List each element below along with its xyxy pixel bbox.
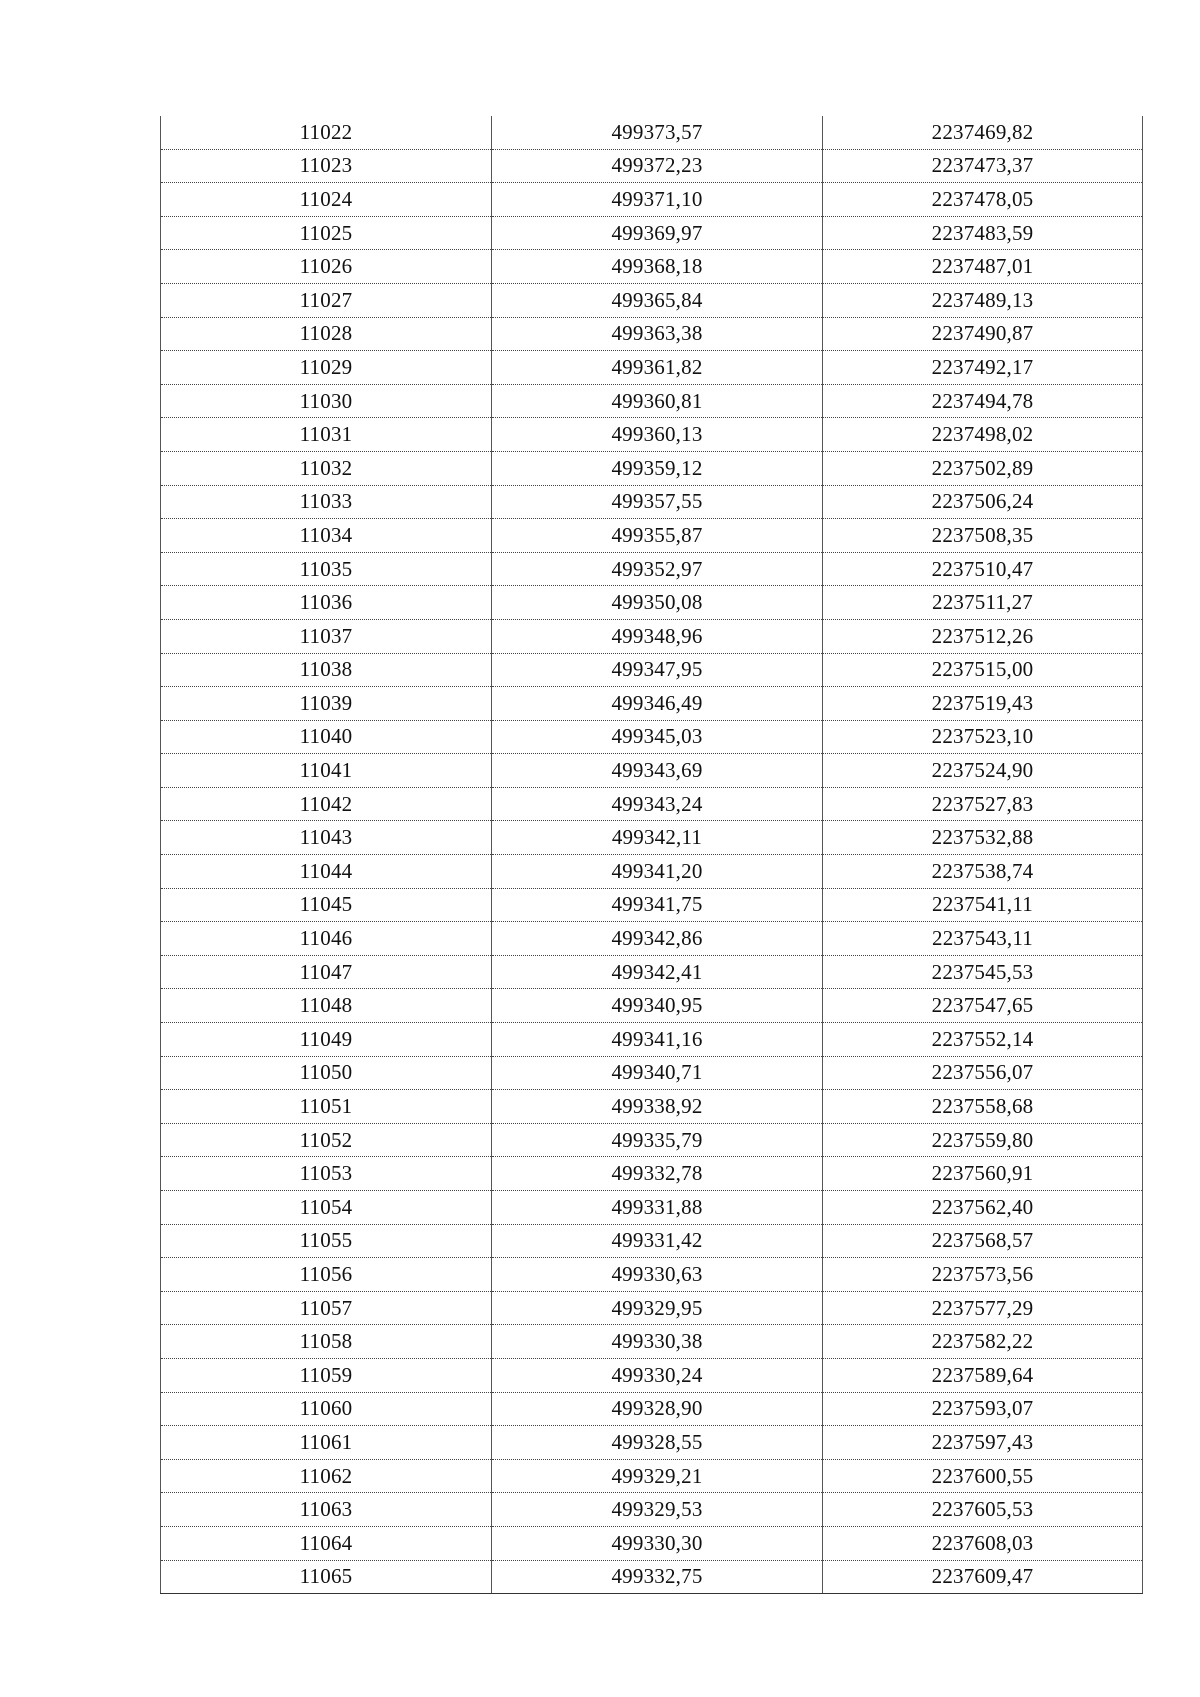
point-number-cell: 11055 xyxy=(161,1224,492,1258)
point-number-cell: 11060 xyxy=(161,1392,492,1426)
table-row xyxy=(161,1493,1143,1527)
y-coordinate-cell: 2237589,64 xyxy=(823,1358,1143,1392)
y-coordinate-cell: 2237478,05 xyxy=(823,183,1143,217)
table-row xyxy=(161,485,1143,519)
x-coordinate-cell: 499331,42 xyxy=(492,1224,823,1258)
y-coordinate-cell: 2237556,07 xyxy=(823,1056,1143,1090)
x-coordinate-cell: 499330,30 xyxy=(492,1526,823,1560)
point-number-cell: 11050 xyxy=(161,1056,492,1090)
table-row xyxy=(161,1459,1143,1493)
x-coordinate-cell: 499329,21 xyxy=(492,1459,823,1493)
y-coordinate-cell: 2237510,47 xyxy=(823,552,1143,586)
x-coordinate-cell: 499342,41 xyxy=(492,955,823,989)
point-number-cell: 11022 xyxy=(161,116,492,149)
table-row xyxy=(161,586,1143,620)
point-number-cell: 11046 xyxy=(161,922,492,956)
x-coordinate-cell: 499348,96 xyxy=(492,619,823,653)
table-row xyxy=(161,989,1143,1023)
table-row xyxy=(161,955,1143,989)
point-number-cell: 11035 xyxy=(161,552,492,586)
y-coordinate-cell: 2237523,10 xyxy=(823,720,1143,754)
table-row xyxy=(161,720,1143,754)
point-number-cell: 11052 xyxy=(161,1123,492,1157)
point-number-cell: 11062 xyxy=(161,1459,492,1493)
point-number-cell: 11036 xyxy=(161,586,492,620)
point-number-cell: 11041 xyxy=(161,754,492,788)
y-coordinate-cell: 2237469,82 xyxy=(823,116,1143,149)
point-number-cell: 11064 xyxy=(161,1526,492,1560)
x-coordinate-cell: 499361,82 xyxy=(492,351,823,385)
x-coordinate-cell: 499359,12 xyxy=(492,451,823,485)
y-coordinate-cell: 2237608,03 xyxy=(823,1526,1143,1560)
point-number-cell: 11061 xyxy=(161,1426,492,1460)
x-coordinate-cell: 499332,75 xyxy=(492,1560,823,1594)
table-row xyxy=(161,149,1143,183)
x-coordinate-cell: 499341,75 xyxy=(492,888,823,922)
y-coordinate-cell: 2237487,01 xyxy=(823,250,1143,284)
table-row xyxy=(161,1325,1143,1359)
x-coordinate-cell: 499360,13 xyxy=(492,418,823,452)
point-number-cell: 11034 xyxy=(161,519,492,553)
y-coordinate-cell: 2237502,89 xyxy=(823,451,1143,485)
point-number-cell: 11056 xyxy=(161,1258,492,1292)
y-coordinate-cell: 2237568,57 xyxy=(823,1224,1143,1258)
point-number-cell: 11049 xyxy=(161,1023,492,1057)
point-number-cell: 11057 xyxy=(161,1291,492,1325)
y-coordinate-cell: 2237547,65 xyxy=(823,989,1143,1023)
table-row xyxy=(161,351,1143,385)
y-coordinate-cell: 2237473,37 xyxy=(823,149,1143,183)
y-coordinate-cell: 2237512,26 xyxy=(823,619,1143,653)
x-coordinate-cell: 499372,23 xyxy=(492,149,823,183)
point-number-cell: 11039 xyxy=(161,687,492,721)
point-number-cell: 11031 xyxy=(161,418,492,452)
y-coordinate-cell: 2237582,22 xyxy=(823,1325,1143,1359)
x-coordinate-cell: 499345,03 xyxy=(492,720,823,754)
table-row xyxy=(161,1291,1143,1325)
y-coordinate-cell: 2237605,53 xyxy=(823,1493,1143,1527)
point-number-cell: 11025 xyxy=(161,216,492,250)
table-row xyxy=(161,1560,1143,1594)
x-coordinate-cell: 499329,95 xyxy=(492,1291,823,1325)
y-coordinate-cell: 2237489,13 xyxy=(823,283,1143,317)
point-number-cell: 11038 xyxy=(161,653,492,687)
table-row xyxy=(161,1191,1143,1225)
table-row xyxy=(161,1056,1143,1090)
x-coordinate-cell: 499330,24 xyxy=(492,1358,823,1392)
x-coordinate-cell: 499352,97 xyxy=(492,552,823,586)
x-coordinate-cell: 499332,78 xyxy=(492,1157,823,1191)
y-coordinate-cell: 2237593,07 xyxy=(823,1392,1143,1426)
x-coordinate-cell: 499330,38 xyxy=(492,1325,823,1359)
x-coordinate-cell: 499360,81 xyxy=(492,384,823,418)
point-number-cell: 11033 xyxy=(161,485,492,519)
y-coordinate-cell: 2237600,55 xyxy=(823,1459,1143,1493)
x-coordinate-cell: 499341,20 xyxy=(492,855,823,889)
x-coordinate-cell: 499328,90 xyxy=(492,1392,823,1426)
x-coordinate-cell: 499340,71 xyxy=(492,1056,823,1090)
x-coordinate-cell: 499368,18 xyxy=(492,250,823,284)
x-coordinate-cell: 499371,10 xyxy=(492,183,823,217)
table-row xyxy=(161,1392,1143,1426)
table-row xyxy=(161,1426,1143,1460)
table-row xyxy=(161,1526,1143,1560)
table-row xyxy=(161,855,1143,889)
table-row xyxy=(161,1157,1143,1191)
table-row xyxy=(161,418,1143,452)
table-row xyxy=(161,619,1143,653)
point-number-cell: 11028 xyxy=(161,317,492,351)
point-number-cell: 11030 xyxy=(161,384,492,418)
y-coordinate-cell: 2237511,27 xyxy=(823,586,1143,620)
y-coordinate-cell: 2237494,78 xyxy=(823,384,1143,418)
x-coordinate-cell: 499346,49 xyxy=(492,687,823,721)
table-row xyxy=(161,384,1143,418)
x-coordinate-cell: 499350,08 xyxy=(492,586,823,620)
x-coordinate-cell: 499342,11 xyxy=(492,821,823,855)
y-coordinate-cell: 2237519,43 xyxy=(823,687,1143,721)
point-number-cell: 11051 xyxy=(161,1090,492,1124)
y-coordinate-cell: 2237490,87 xyxy=(823,317,1143,351)
y-coordinate-cell: 2237560,91 xyxy=(823,1157,1143,1191)
table-row xyxy=(161,1258,1143,1292)
table-row xyxy=(161,250,1143,284)
table-row xyxy=(161,1358,1143,1392)
y-coordinate-cell: 2237524,90 xyxy=(823,754,1143,788)
x-coordinate-cell: 499347,95 xyxy=(492,653,823,687)
y-coordinate-cell: 2237506,24 xyxy=(823,485,1143,519)
x-coordinate-cell: 499369,97 xyxy=(492,216,823,250)
x-coordinate-cell: 499342,86 xyxy=(492,922,823,956)
y-coordinate-cell: 2237508,35 xyxy=(823,519,1143,553)
point-number-cell: 11058 xyxy=(161,1325,492,1359)
table-row xyxy=(161,1023,1143,1057)
coordinates-table xyxy=(160,116,1143,1594)
y-coordinate-cell: 2237483,59 xyxy=(823,216,1143,250)
table-row xyxy=(161,687,1143,721)
x-coordinate-cell: 499335,79 xyxy=(492,1123,823,1157)
table-row xyxy=(161,216,1143,250)
table-row xyxy=(161,787,1143,821)
x-coordinate-cell: 499365,84 xyxy=(492,283,823,317)
table-row xyxy=(161,183,1143,217)
point-number-cell: 11032 xyxy=(161,451,492,485)
x-coordinate-cell: 499340,95 xyxy=(492,989,823,1023)
table-row xyxy=(161,922,1143,956)
table-row xyxy=(161,116,1143,149)
point-number-cell: 11026 xyxy=(161,250,492,284)
y-coordinate-cell: 2237552,14 xyxy=(823,1023,1143,1057)
table-row xyxy=(161,1090,1143,1124)
x-coordinate-cell: 499329,53 xyxy=(492,1493,823,1527)
table-row xyxy=(161,519,1143,553)
y-coordinate-cell: 2237609,47 xyxy=(823,1560,1143,1594)
point-number-cell: 11042 xyxy=(161,787,492,821)
x-coordinate-cell: 499341,16 xyxy=(492,1023,823,1057)
y-coordinate-cell: 2237532,88 xyxy=(823,821,1143,855)
table-row xyxy=(161,317,1143,351)
x-coordinate-cell: 499355,87 xyxy=(492,519,823,553)
x-coordinate-cell: 499343,69 xyxy=(492,754,823,788)
table-row xyxy=(161,888,1143,922)
y-coordinate-cell: 2237541,11 xyxy=(823,888,1143,922)
point-number-cell: 11029 xyxy=(161,351,492,385)
point-number-cell: 11054 xyxy=(161,1191,492,1225)
y-coordinate-cell: 2237492,17 xyxy=(823,351,1143,385)
coordinates-table-body xyxy=(161,116,1143,1594)
x-coordinate-cell: 499357,55 xyxy=(492,485,823,519)
y-coordinate-cell: 2237545,53 xyxy=(823,955,1143,989)
table-row xyxy=(161,754,1143,788)
point-number-cell: 11047 xyxy=(161,955,492,989)
point-number-cell: 11044 xyxy=(161,855,492,889)
point-number-cell: 11065 xyxy=(161,1560,492,1594)
point-number-cell: 11023 xyxy=(161,149,492,183)
table-row xyxy=(161,821,1143,855)
y-coordinate-cell: 2237562,40 xyxy=(823,1191,1143,1225)
table-row xyxy=(161,653,1143,687)
y-coordinate-cell: 2237597,43 xyxy=(823,1426,1143,1460)
table-row xyxy=(161,1224,1143,1258)
x-coordinate-cell: 499328,55 xyxy=(492,1426,823,1460)
y-coordinate-cell: 2237573,56 xyxy=(823,1258,1143,1292)
point-number-cell: 11063 xyxy=(161,1493,492,1527)
table-row xyxy=(161,1123,1143,1157)
y-coordinate-cell: 2237543,11 xyxy=(823,922,1143,956)
table-row xyxy=(161,451,1143,485)
x-coordinate-cell: 499338,92 xyxy=(492,1090,823,1124)
y-coordinate-cell: 2237538,74 xyxy=(823,855,1143,889)
point-number-cell: 11040 xyxy=(161,720,492,754)
x-coordinate-cell: 499343,24 xyxy=(492,787,823,821)
point-number-cell: 11043 xyxy=(161,821,492,855)
point-number-cell: 11027 xyxy=(161,283,492,317)
y-coordinate-cell: 2237527,83 xyxy=(823,787,1143,821)
y-coordinate-cell: 2237515,00 xyxy=(823,653,1143,687)
point-number-cell: 11059 xyxy=(161,1358,492,1392)
y-coordinate-cell: 2237559,80 xyxy=(823,1123,1143,1157)
x-coordinate-cell: 499363,38 xyxy=(492,317,823,351)
table-row xyxy=(161,283,1143,317)
point-number-cell: 11024 xyxy=(161,183,492,217)
point-number-cell: 11045 xyxy=(161,888,492,922)
point-number-cell: 11037 xyxy=(161,619,492,653)
x-coordinate-cell: 499373,57 xyxy=(492,116,823,149)
point-number-cell: 11053 xyxy=(161,1157,492,1191)
y-coordinate-cell: 2237558,68 xyxy=(823,1090,1143,1124)
y-coordinate-cell: 2237498,02 xyxy=(823,418,1143,452)
y-coordinate-cell: 2237577,29 xyxy=(823,1291,1143,1325)
coordinates-table-container xyxy=(160,116,1142,1594)
x-coordinate-cell: 499330,63 xyxy=(492,1258,823,1292)
point-number-cell: 11048 xyxy=(161,989,492,1023)
x-coordinate-cell: 499331,88 xyxy=(492,1191,823,1225)
table-row xyxy=(161,552,1143,586)
